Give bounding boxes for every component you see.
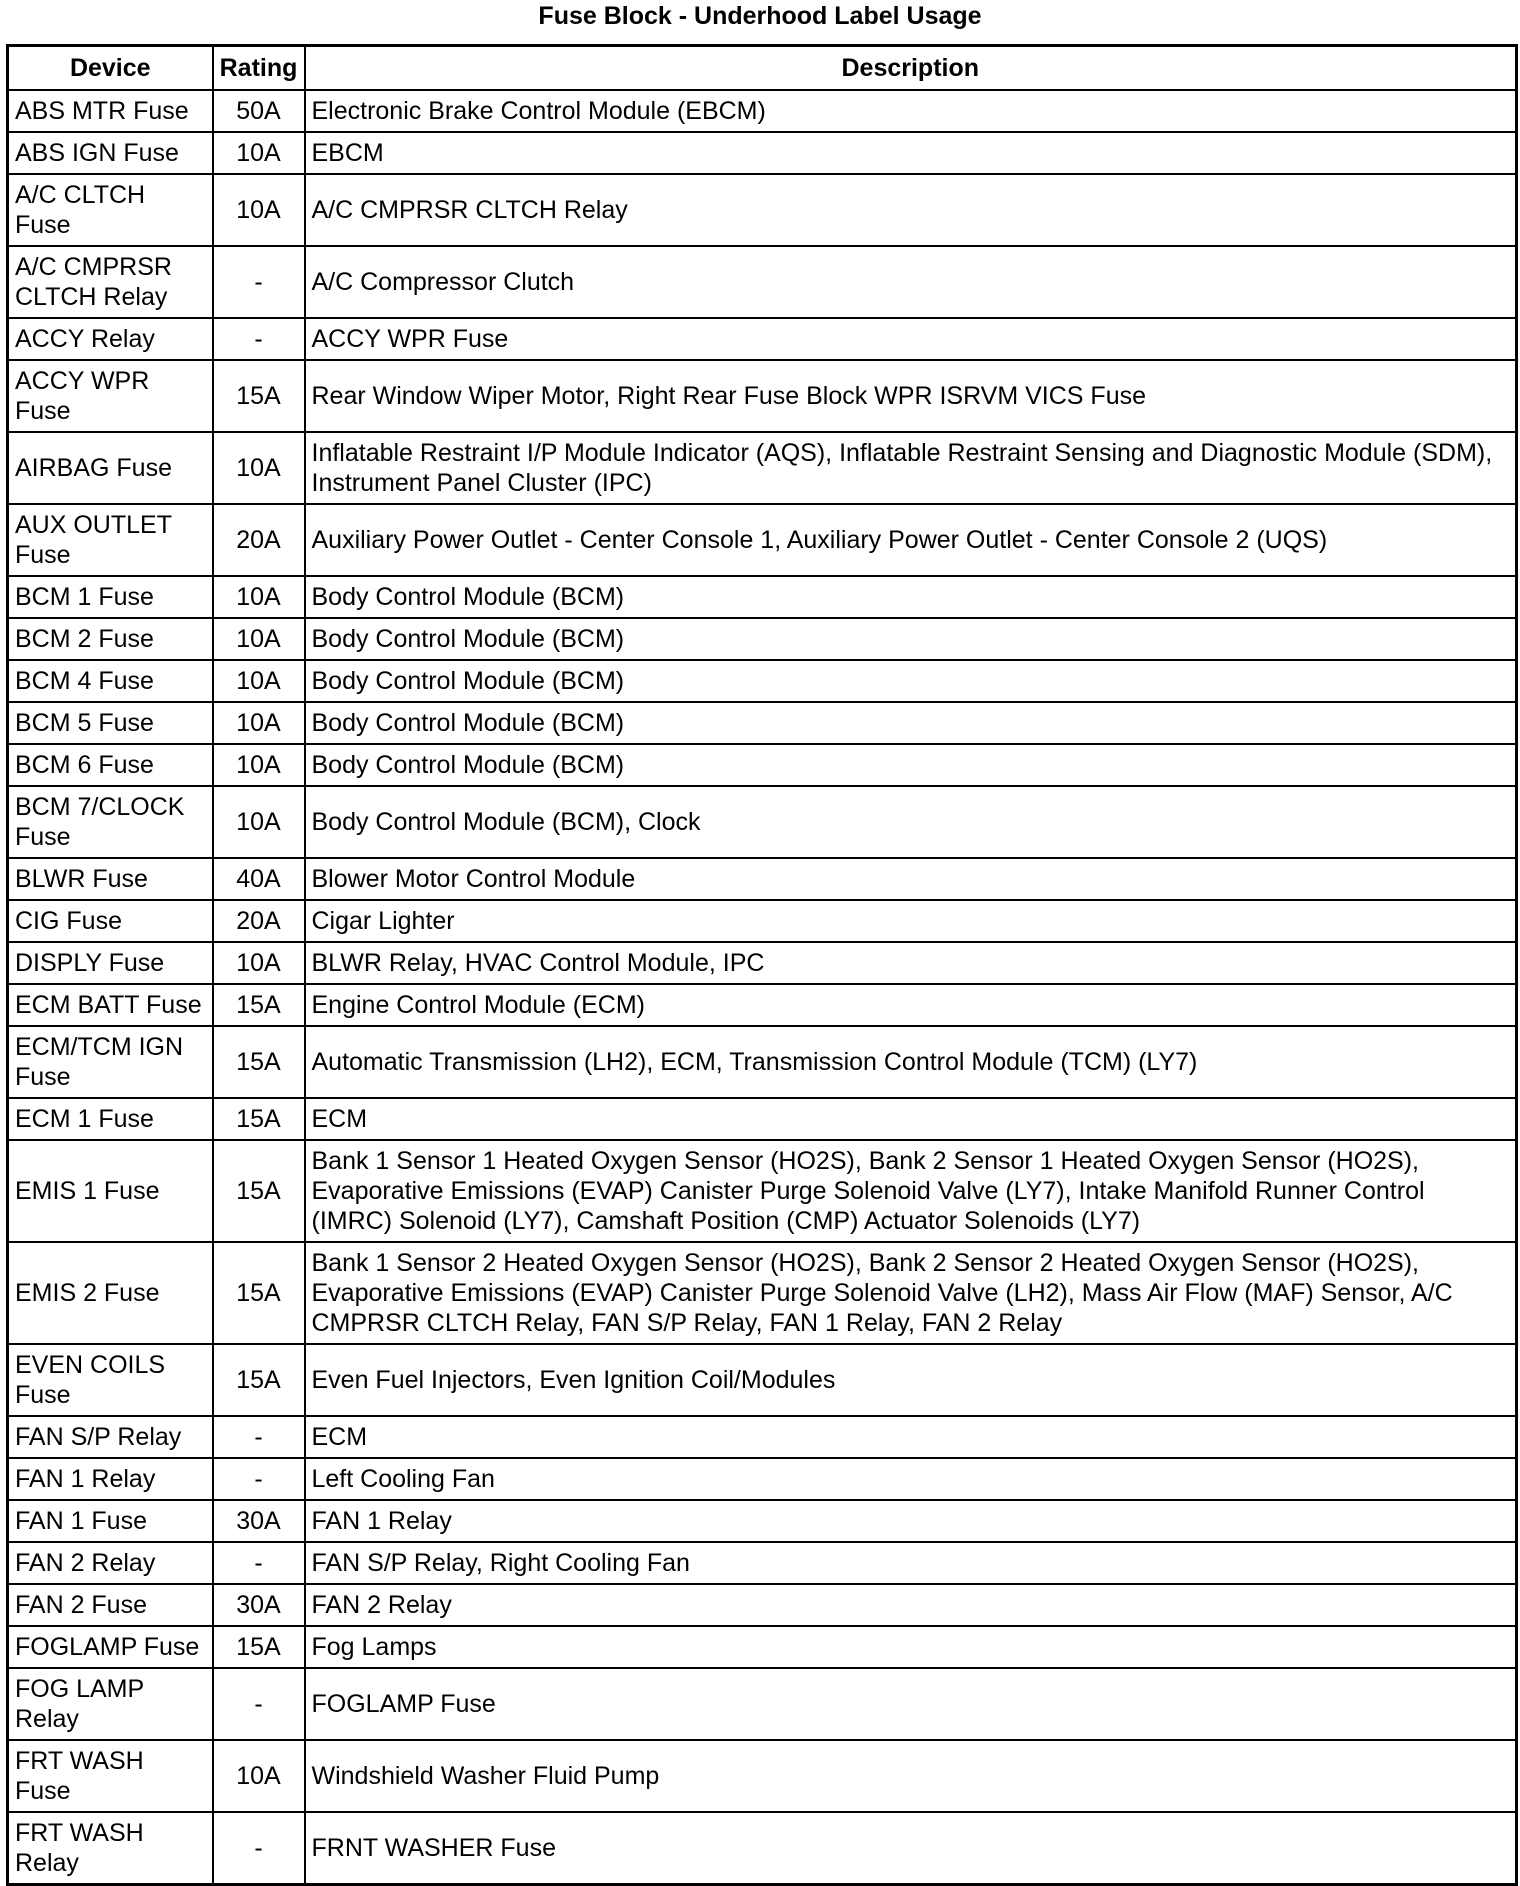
cell-device: BCM 1 Fuse xyxy=(8,576,213,618)
table-row xyxy=(8,942,1517,984)
cell-rating: 10A xyxy=(213,618,305,660)
cell-rating: 10A xyxy=(213,786,305,858)
cell-rating: 10A xyxy=(213,702,305,744)
table-row xyxy=(8,1098,1517,1140)
cell-description: Body Control Module (BCM) xyxy=(305,660,1517,702)
cell-device: FRT WASH Relay xyxy=(8,1812,213,1885)
cell-description: Body Control Module (BCM), Clock xyxy=(305,786,1517,858)
cell-description: FAN 1 Relay xyxy=(305,1500,1517,1542)
cell-device: FAN S/P Relay xyxy=(8,1416,213,1458)
cell-description: Left Cooling Fan xyxy=(305,1458,1517,1500)
cell-device: A/C CLTCH Fuse xyxy=(8,174,213,246)
cell-rating: 15A xyxy=(213,1242,305,1344)
cell-device: BCM 4 Fuse xyxy=(8,660,213,702)
cell-description: Rear Window Wiper Motor, Right Rear Fuse Block WPR ISRVM VICS Fuse xyxy=(305,360,1517,432)
cell-device: EVEN COILS Fuse xyxy=(8,1344,213,1416)
cell-device: FAN 2 Relay xyxy=(8,1542,213,1584)
cell-device: EMIS 2 Fuse xyxy=(8,1242,213,1344)
table-row xyxy=(8,702,1517,744)
cell-description: ACCY WPR Fuse xyxy=(305,318,1517,360)
table-row xyxy=(8,900,1517,942)
cell-description: FAN 2 Relay xyxy=(305,1584,1517,1626)
cell-rating: 15A xyxy=(213,1140,305,1242)
table-row xyxy=(8,786,1517,858)
table-row xyxy=(8,1542,1517,1584)
table-row xyxy=(8,984,1517,1026)
cell-rating: - xyxy=(213,1542,305,1584)
cell-device: A/C CMPRSR CLTCH Relay xyxy=(8,246,213,318)
cell-description: Body Control Module (BCM) xyxy=(305,618,1517,660)
table-row xyxy=(8,174,1517,246)
cell-description: A/C CMPRSR CLTCH Relay xyxy=(305,174,1517,246)
cell-device: ECM/TCM IGN Fuse xyxy=(8,1026,213,1098)
cell-device: BCM 7/CLOCK Fuse xyxy=(8,786,213,858)
column-header-description: Description xyxy=(305,46,1517,91)
cell-device: BCM 2 Fuse xyxy=(8,618,213,660)
cell-device: FAN 1 Fuse xyxy=(8,1500,213,1542)
fuse-usage-table xyxy=(6,44,1518,1886)
table-row xyxy=(8,660,1517,702)
cell-rating: 20A xyxy=(213,504,305,576)
cell-rating: 15A xyxy=(213,1098,305,1140)
cell-device: AIRBAG Fuse xyxy=(8,432,213,504)
cell-rating: 10A xyxy=(213,1740,305,1812)
cell-description: Body Control Module (BCM) xyxy=(305,702,1517,744)
column-header-device: Device xyxy=(8,46,213,91)
cell-rating: 10A xyxy=(213,744,305,786)
cell-description: Body Control Module (BCM) xyxy=(305,576,1517,618)
table-body xyxy=(8,90,1517,1885)
cell-description: Body Control Module (BCM) xyxy=(305,744,1517,786)
table-row xyxy=(8,90,1517,132)
cell-rating: - xyxy=(213,1668,305,1740)
table-row xyxy=(8,432,1517,504)
cell-rating: 20A xyxy=(213,900,305,942)
cell-description: FOGLAMP Fuse xyxy=(305,1668,1517,1740)
cell-device: CIG Fuse xyxy=(8,900,213,942)
cell-device: ACCY WPR Fuse xyxy=(8,360,213,432)
table-row xyxy=(8,618,1517,660)
table-row xyxy=(8,744,1517,786)
cell-device: EMIS 1 Fuse xyxy=(8,1140,213,1242)
cell-device: ABS IGN Fuse xyxy=(8,132,213,174)
cell-rating: 10A xyxy=(213,942,305,984)
cell-rating: 10A xyxy=(213,132,305,174)
cell-description: Electronic Brake Control Module (EBCM) xyxy=(305,90,1517,132)
cell-description: Bank 1 Sensor 1 Heated Oxygen Sensor (HO2S), Bank 2 Sensor 1 Heated Oxygen Sensor (HO2S), Evaporative Emissions (EVAP) Canister Purge Solenoid Valve (LY7), Intake Manifold Runner Control (IMRC) Solenoid (LY7), Camshaft Position (CMP) Actuator Solenoids (LY7) xyxy=(305,1140,1517,1242)
cell-description: Automatic Transmission (LH2), ECM, Transmission Control Module (TCM) (LY7) xyxy=(305,1026,1517,1098)
cell-description: Even Fuel Injectors, Even Ignition Coil/Modules xyxy=(305,1344,1517,1416)
cell-rating: - xyxy=(213,1812,305,1885)
cell-description: Fog Lamps xyxy=(305,1626,1517,1668)
table-row xyxy=(8,1416,1517,1458)
cell-rating: 10A xyxy=(213,576,305,618)
cell-rating: 10A xyxy=(213,432,305,504)
table-row xyxy=(8,1500,1517,1542)
cell-rating: 10A xyxy=(213,660,305,702)
cell-device: ECM 1 Fuse xyxy=(8,1098,213,1140)
cell-device: ABS MTR Fuse xyxy=(8,90,213,132)
cell-description: A/C Compressor Clutch xyxy=(305,246,1517,318)
cell-description: ECM xyxy=(305,1416,1517,1458)
cell-device: FAN 1 Relay xyxy=(8,1458,213,1500)
cell-description: EBCM xyxy=(305,132,1517,174)
table-row xyxy=(8,1668,1517,1740)
cell-device: FAN 2 Fuse xyxy=(8,1584,213,1626)
table-row xyxy=(8,132,1517,174)
cell-description: Cigar Lighter xyxy=(305,900,1517,942)
cell-description: Auxiliary Power Outlet - Center Console 1, Auxiliary Power Outlet - Center Console 2 (UQS) xyxy=(305,504,1517,576)
cell-device: BCM 5 Fuse xyxy=(8,702,213,744)
table-row xyxy=(8,1242,1517,1344)
table-row xyxy=(8,1458,1517,1500)
cell-rating: - xyxy=(213,1416,305,1458)
table-row xyxy=(8,1140,1517,1242)
table-row xyxy=(8,1812,1517,1885)
table-row xyxy=(8,318,1517,360)
cell-rating: 10A xyxy=(213,174,305,246)
cell-rating: - xyxy=(213,1458,305,1500)
cell-device: ACCY Relay xyxy=(8,318,213,360)
cell-device: DISPLY Fuse xyxy=(8,942,213,984)
table-row xyxy=(8,246,1517,318)
cell-description: BLWR Relay, HVAC Control Module, IPC xyxy=(305,942,1517,984)
cell-description: FRNT WASHER Fuse xyxy=(305,1812,1517,1885)
table-row xyxy=(8,1740,1517,1812)
cell-device: FOGLAMP Fuse xyxy=(8,1626,213,1668)
cell-description: ECM xyxy=(305,1098,1517,1140)
table-row xyxy=(8,360,1517,432)
cell-rating: 15A xyxy=(213,1344,305,1416)
cell-rating: 30A xyxy=(213,1500,305,1542)
cell-device: AUX OUTLET Fuse xyxy=(8,504,213,576)
table-row xyxy=(8,858,1517,900)
table-row xyxy=(8,1026,1517,1098)
cell-rating: - xyxy=(213,318,305,360)
cell-device: ECM BATT Fuse xyxy=(8,984,213,1026)
column-header-rating: Rating xyxy=(213,46,305,91)
cell-rating: 15A xyxy=(213,1626,305,1668)
cell-rating: 15A xyxy=(213,1026,305,1098)
table-row xyxy=(8,1626,1517,1668)
cell-description: Bank 1 Sensor 2 Heated Oxygen Sensor (HO2S), Bank 2 Sensor 2 Heated Oxygen Sensor (HO2S), Evaporative Emissions (EVAP) Canister Purge Solenoid Valve (LH2), Mass Air Flow (MAF) Sensor, A/C CMPRSR CLTCH Relay, FAN S/P Relay, FAN 1 Relay, FAN 2 Relay xyxy=(305,1242,1517,1344)
cell-device: BCM 6 Fuse xyxy=(8,744,213,786)
table-header-row xyxy=(8,46,1517,91)
cell-description: Windshield Washer Fluid Pump xyxy=(305,1740,1517,1812)
cell-rating: 15A xyxy=(213,360,305,432)
cell-description: Inflatable Restraint I/P Module Indicator (AQS), Inflatable Restraint Sensing and Diagnostic Module (SDM), Instrument Panel Cluster (IPC) xyxy=(305,432,1517,504)
cell-rating: 30A xyxy=(213,1584,305,1626)
cell-rating: 50A xyxy=(213,90,305,132)
cell-rating: - xyxy=(213,246,305,318)
table-row xyxy=(8,1344,1517,1416)
document-title: Fuse Block - Underhood Label Usage xyxy=(538,2,982,30)
cell-device: FOG LAMP Relay xyxy=(8,1668,213,1740)
cell-device: FRT WASH Fuse xyxy=(8,1740,213,1812)
cell-device: BLWR Fuse xyxy=(8,858,213,900)
table-row xyxy=(8,1584,1517,1626)
table-row xyxy=(8,576,1517,618)
table-row xyxy=(8,504,1517,576)
cell-rating: 15A xyxy=(213,984,305,1026)
cell-description: Engine Control Module (ECM) xyxy=(305,984,1517,1026)
cell-description: FAN S/P Relay, Right Cooling Fan xyxy=(305,1542,1517,1584)
cell-description: Blower Motor Control Module xyxy=(305,858,1517,900)
cell-rating: 40A xyxy=(213,858,305,900)
